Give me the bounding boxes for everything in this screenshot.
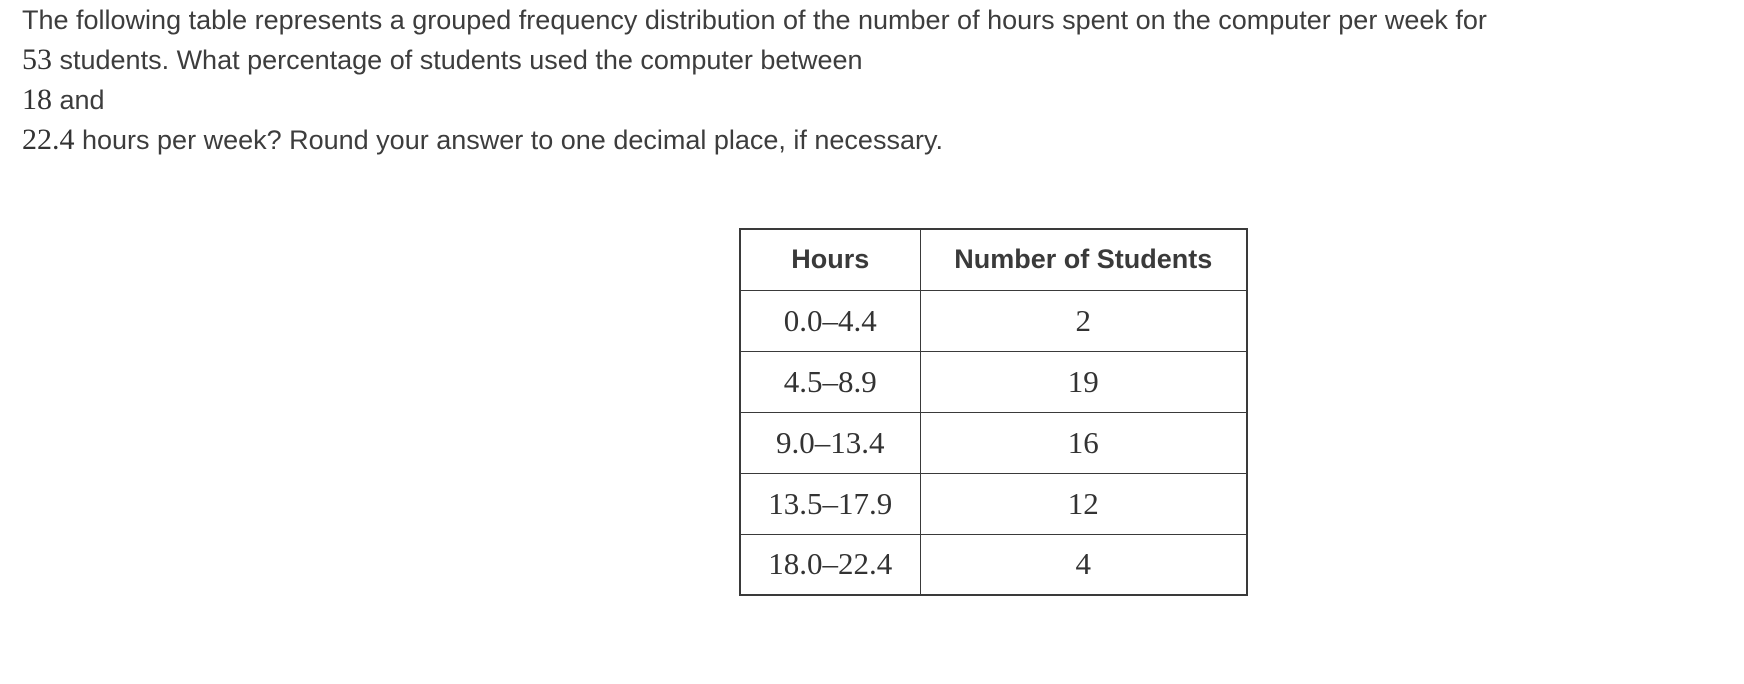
students-cell: 4 [920, 534, 1247, 595]
question-line-2 [22, 40, 1722, 80]
question-line-1 [22, 0, 1722, 40]
table-row [740, 412, 1247, 473]
question-text-segment: and [52, 85, 105, 115]
table-row [740, 534, 1247, 595]
table-row [740, 473, 1247, 534]
table-row [740, 290, 1247, 351]
hours-cell: 0.0–4.4 [740, 290, 920, 351]
students-cell: 19 [920, 351, 1247, 412]
students-cell: 2 [920, 290, 1247, 351]
lower-bound-value: 18 [22, 83, 52, 116]
hours-cell: 18.0–22.4 [740, 534, 920, 595]
question-line-3 [22, 80, 1722, 120]
student-count-value: 53 [22, 43, 52, 76]
hours-cell: 9.0–13.4 [740, 412, 920, 473]
question-line-4 [22, 120, 1722, 160]
students-cell: 16 [920, 412, 1247, 473]
hours-column-header: Hours [740, 229, 920, 290]
table-header-row [740, 229, 1247, 290]
students-column-header: Number of Students [920, 229, 1247, 290]
hours-cell: 4.5–8.9 [740, 351, 920, 412]
frequency-table-container [739, 228, 1248, 596]
hours-cell: 13.5–17.9 [740, 473, 920, 534]
question-text-segment: hours per week? Round your answer to one decimal place, if necessary. [74, 125, 943, 155]
question-text-segment: students. What percentage of students used the computer between [52, 45, 863, 75]
frequency-table [739, 228, 1248, 596]
students-cell: 12 [920, 473, 1247, 534]
question-text [22, 0, 1722, 160]
table-row [740, 351, 1247, 412]
upper-bound-value: 22.4 [22, 123, 75, 156]
question-text-segment: The following table represents a grouped frequency distribution of the number of hours spent on the computer per week for [22, 5, 1487, 35]
